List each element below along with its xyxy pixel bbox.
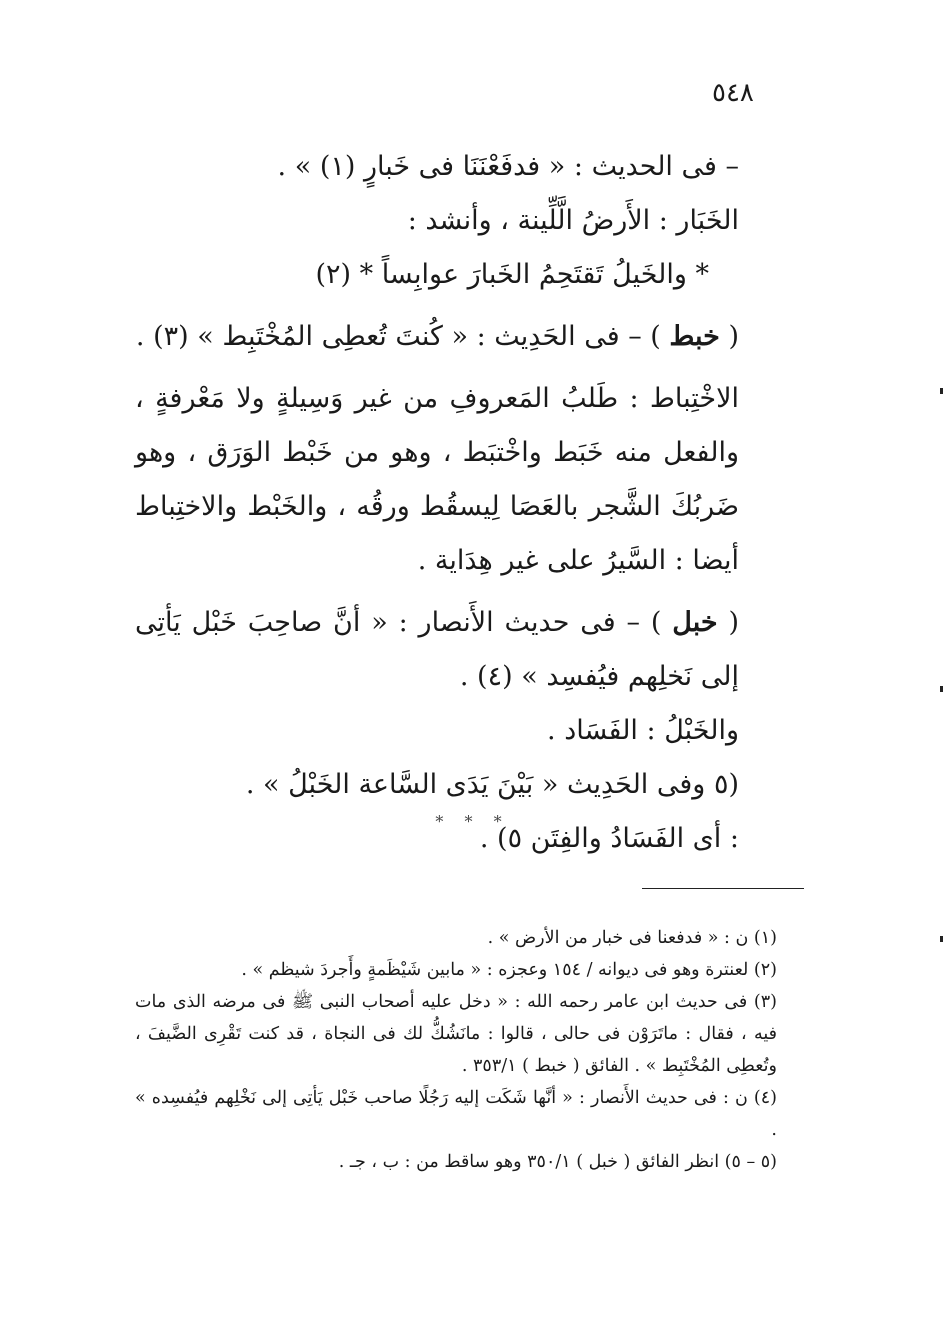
footnote-3: (٣) فى حديث ابن عامر رحمه الله : « دخل عليه أصحاب النبى ﷺ فى مرضه الذى مات فيه ، فقال : ماتَرَوْن فى حالى ، قالوا : مانَشُكُّ لك فى النجاة ، قد كنت تَقْرِى الضَّيفَ ، وتُعطِى المُخْتَبِط » . الفائق ( خبط ) ٣٥٣/١ . [135, 992, 777, 1076]
spacer [135, 588, 807, 596]
entry-khabata: ( خبط ) – فى الحَدِيث : « كُنتَ تُعطِى المُخْتَبِط » (٣) . [135, 321, 739, 352]
paragraph-hadith-saa: (٥ وفى الحَدِيث « بَيْنَ يَدَى السَّاعة الخَبْلُ » . [245, 769, 739, 800]
footnote-5: (٥ – ٥) انظر الفائق ( خبل ) ٣٥٠/١ وهو ساقط من : ب ، جـ . [338, 1152, 777, 1172]
paragraph-fasad-fitan: : أى الفَسَادُ والفِتَن ٥) . [479, 823, 739, 854]
footnote-2: (٢) لعنترة وهو فى ديوانه / ١٥٤ وعجزه : « مابين شَيْظَمةٍ وأَجردَ شيظم » . [241, 960, 777, 980]
paragraph-ikhtibat: الاخْتِباط : طَلبُ المَعروفِ من غير وَسِيلةٍ ولا مَعْرفةٍ ، والفعل منه خَبَط واخْتبَط ، وهو من خَبْط الوَرَق ، وهو ضَربُكَ الشَّجر بالعَصَا لِيسقُط ورقُه ، والخَبْط والاختِباط أيضا : السَّيرُ على غير هِدَاية . [135, 383, 739, 576]
margin-mark [940, 936, 943, 942]
paragraph-khabl-definition: والخَبْلُ : الفَسَاد . [547, 715, 739, 746]
footnote-rule [642, 888, 804, 889]
footnote-1: (١) ن : « فدفعنا فى خبار من الأرض » . [487, 928, 777, 948]
paragraph-khabar-definition: الخَبَار : الأَرضُ الَّلِّينة ، وأنشد : [407, 205, 739, 236]
page-number: ٥٤٨ [712, 78, 754, 108]
section-separator: * * * [435, 812, 510, 831]
entry-headword-khabala: خبل [672, 607, 718, 638]
paragraph-hadith-khabar: – فى الحديث : « فدفَعْنَنَا فى خَبارٍ (١) » . [277, 151, 739, 182]
footnote-4: (٤) ن : فى حديث الأَنصار : « أنَّها شَكَت إليه رَجُلًا صاحب خَبْل يَأتِى إلى نَخْلِهم فيُفسِده » . [135, 1088, 777, 1140]
main-text [135, 140, 807, 866]
spacer [135, 302, 807, 310]
entry-khabala-text: – فى حديث الأَنصار : « أنَّ صاحِبَ خَبْل يَأتِى إلى نَخلِهم فيُفسِد » (٤) . [135, 607, 739, 692]
entry-khabata-text: – فى الحَدِيث : « كُنتَ تُعطِى المُخْتَبِط » (٣) . [135, 321, 642, 352]
spacer [135, 364, 807, 372]
entry-headword-khabata: خبط [669, 321, 720, 352]
margin-mark [940, 686, 943, 692]
verse-line: * والخَيلُ تَقتَحِمُ الخَبارَ عوابِساً * (٢) [315, 259, 709, 290]
entry-khabala: ( خبل ) – فى حديث الأَنصار : « أنَّ صاحِبَ خَبْل يَأتِى إلى نَخلِهم فيُفسِد » (٤) . [135, 607, 739, 692]
footnotes [135, 922, 807, 1178]
margin-mark [940, 388, 943, 394]
